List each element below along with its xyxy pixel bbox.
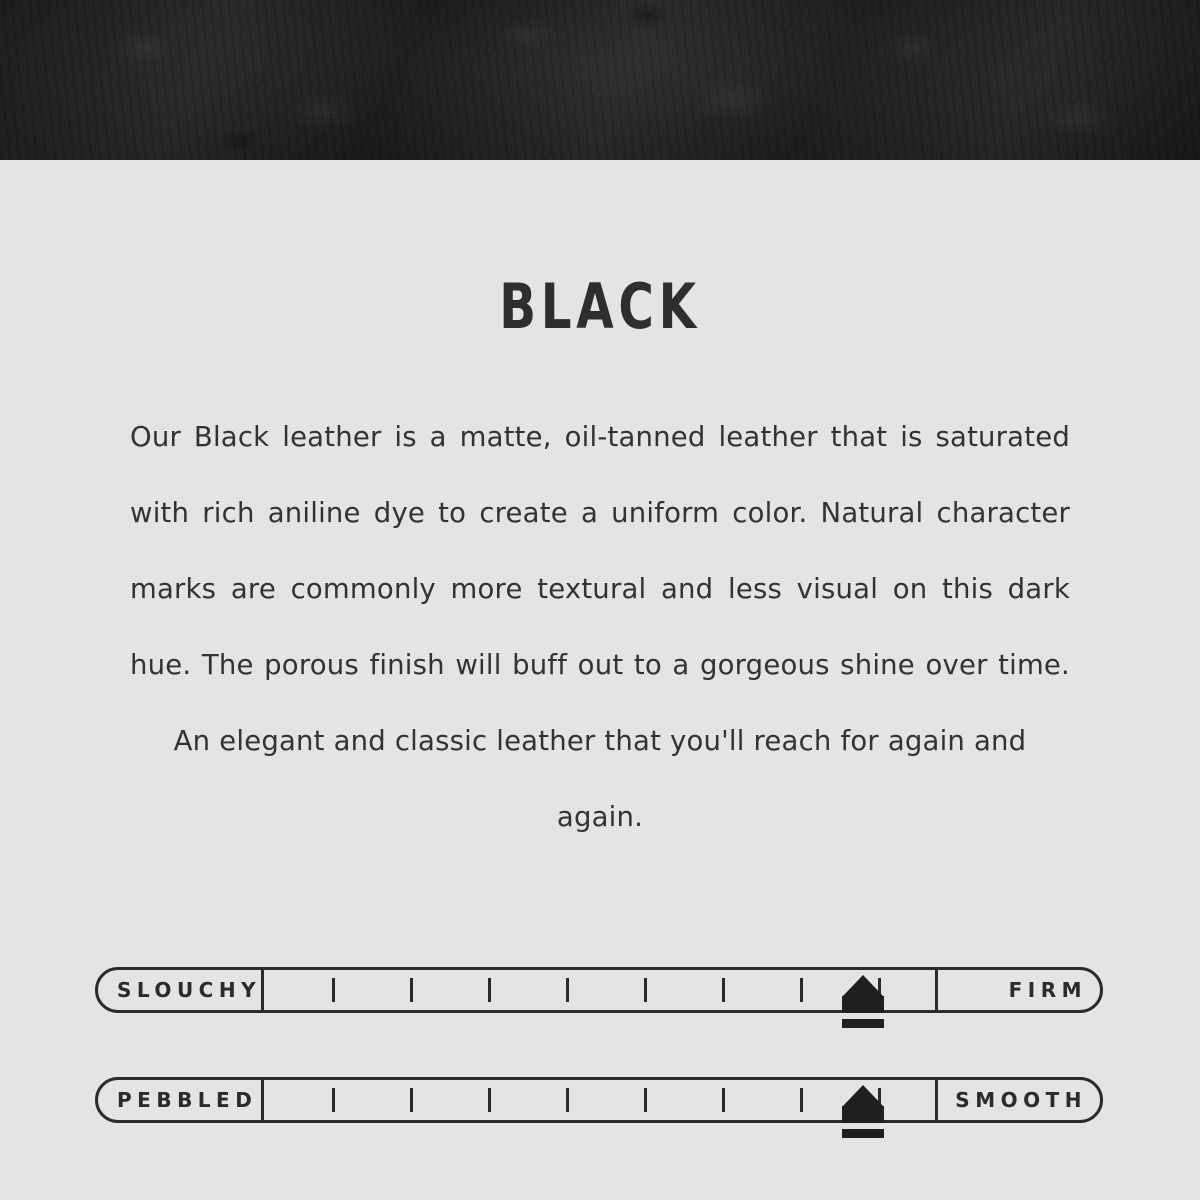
scale-tick (800, 1088, 803, 1112)
scale-tick (800, 978, 803, 1002)
scale-tick (644, 1088, 647, 1112)
scale-left-label: PEBBLED (117, 1088, 258, 1112)
leather-texture-banner (0, 0, 1200, 160)
description-block (130, 343, 1070, 855)
banner-vignette (0, 0, 1200, 160)
scale-tick (644, 978, 647, 1002)
slouchy-firm-scale[interactable] (95, 967, 1105, 1015)
scale-tick (410, 978, 413, 1002)
scale-left-label: SLOUCHY (117, 978, 262, 1002)
scale-tick (566, 1088, 569, 1112)
description-line: with rich aniline dye to create a uniform color. Natural character (130, 497, 1070, 529)
scale-tick (488, 978, 491, 1002)
scale-tick (722, 978, 725, 1002)
card-content (0, 160, 1200, 1125)
scale-right-label: SMOOTH (955, 1088, 1087, 1112)
scale-divider-left (261, 1077, 264, 1123)
marker-head-icon (842, 1085, 884, 1107)
scale-divider-left (261, 967, 264, 1013)
description-line: hue. The porous finish will buff out to a gorgeous shine over time. (130, 649, 1070, 681)
attribute-scales (95, 855, 1105, 1125)
scale-tick (488, 1088, 491, 1112)
page-title: BLACK (499, 270, 701, 343)
scale-tick (410, 1088, 413, 1112)
marker-body (842, 1106, 884, 1123)
marker-head-icon (842, 975, 884, 997)
scale-marker[interactable] (842, 1085, 884, 1147)
scale-marker[interactable] (842, 975, 884, 1037)
marker-foot (842, 1019, 884, 1028)
scale-tick (566, 978, 569, 1002)
scale-tick (332, 1088, 335, 1112)
scale-tick (722, 1088, 725, 1112)
description-line: An elegant and classic leather that you'll reach for again and again. (173, 725, 1027, 833)
scale-tick (332, 978, 335, 1002)
marker-body (842, 996, 884, 1013)
marker-foot (842, 1129, 884, 1138)
description-line: marks are commonly more textural and less visual on this dark (130, 573, 1070, 605)
scale-right-label: FIRM (1008, 978, 1087, 1002)
scale-divider-right (935, 1077, 938, 1123)
description-line: Our Black leather is a matte, oil-tanned leather that is saturated (130, 421, 1070, 453)
pebbled-smooth-scale[interactable] (95, 1077, 1105, 1125)
scale-divider-right (935, 967, 938, 1013)
